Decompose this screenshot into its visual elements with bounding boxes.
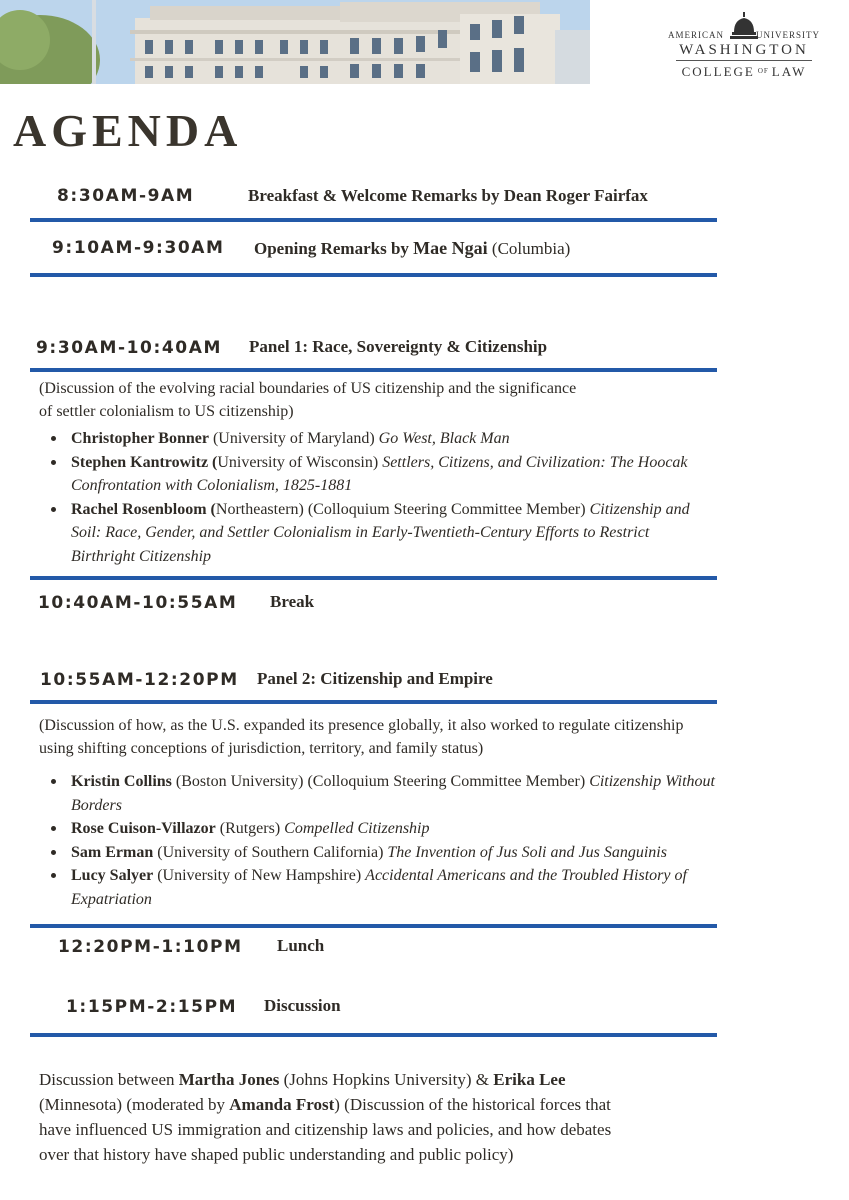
panel2-description: (Discussion of how, as the U.S. expanded its presence globally, it also worked to regulate citizenship using shifting conceptions of jurisdiction, territory, and family status)	[39, 717, 684, 757]
panel1-title: Panel 1: Race, Sovereignty & Citizenship	[249, 337, 548, 356]
speaker-name: Sam Erman	[71, 843, 154, 861]
opening-title	[254, 238, 570, 259]
header-building-photo	[0, 0, 590, 84]
talk-title: Accidental Americans and the Troubled History of Expatriation	[71, 867, 687, 908]
speaker-affiliation: (University of New Hampshire)	[153, 867, 366, 884]
speaker-name: Lucy Salyer	[71, 867, 154, 884]
moderator-name: Amanda Frost	[229, 1095, 335, 1114]
welcome-title: Breakfast & Welcome Remarks by Dean Roger Fairfax	[248, 186, 648, 205]
speaker-affiliation: (Rutgers)	[215, 820, 285, 837]
list-item	[39, 451, 699, 498]
opening-speaker: Mae Ngai	[413, 238, 488, 258]
opening-affiliation: (Columbia)	[487, 239, 571, 258]
speaker-name: Stephen Kantrowitz (	[71, 453, 218, 471]
lunch-time: 12:20PM-1:10PM	[58, 937, 243, 957]
talk-title: The Invention of Jus Soli and Jus Sanguinis	[387, 843, 667, 861]
list-item	[39, 770, 759, 817]
divider	[30, 273, 717, 277]
discussion-description	[39, 1067, 639, 1167]
text-run: (Johns Hopkins University) &	[279, 1070, 494, 1089]
page-title: AGENDA	[13, 105, 243, 156]
talk-title: Go West, Black Man	[378, 430, 510, 447]
text-run: ) (Discussion of the historical forces that have influenced US immigration and citizenship laws and policies, and how debates over that history have shaped public understanding and public policy)	[39, 1095, 612, 1164]
lunch-title: Lunch	[277, 936, 325, 955]
text-run: (Minnesota) (moderated by	[39, 1095, 230, 1114]
talk-title: Citizenship and Soil: Race, Gender, and Settler Colonialism in Early-Twentieth-Century Efforts to Restrict Birthright Citizenship	[71, 500, 690, 565]
logo-university: UNIVERSITY	[756, 30, 820, 40]
talk-title: Citizenship Without Borders	[71, 773, 715, 814]
talk-title: Settlers, Citizens, and Civilization: The Hoocak Confrontation with Colonialism, 1825-1881	[71, 453, 688, 494]
divider	[30, 700, 717, 704]
divider	[30, 218, 717, 222]
discussion-time: 1:15PM-2:15PM	[66, 997, 238, 1017]
logo-american: AMERICAN	[668, 30, 725, 40]
wcl-logo	[668, 12, 820, 78]
speaker-affiliation: (University of Maryland)	[208, 430, 379, 447]
panel1-talk-list	[39, 427, 699, 568]
opening-time: 9:10AM-9:30AM	[52, 238, 225, 258]
divider	[30, 924, 717, 928]
panel2-title: Panel 2: Citizenship and Empire	[257, 669, 493, 688]
list-item	[39, 817, 759, 841]
speaker-affiliation: (Boston University) (Colloquium Steering Committee Member)	[171, 773, 590, 790]
panelist-name: Erika Lee	[493, 1070, 566, 1089]
talk-title: Compelled Citizenship	[284, 820, 430, 837]
speaker-name: Christopher Bonner	[71, 430, 209, 447]
list-item	[39, 427, 699, 451]
logo-law: LAW	[771, 64, 807, 79]
divider	[30, 1033, 717, 1037]
list-item	[39, 841, 759, 865]
speaker-affiliation: University of Wisconsin)	[217, 453, 383, 471]
speaker-name: Rachel Rosenbloom (	[71, 500, 216, 518]
list-item	[39, 498, 699, 569]
panel2-time: 10:55AM-12:20PM	[40, 670, 239, 690]
logo-college-of-law	[668, 64, 820, 80]
panelist-name: Martha Jones	[178, 1070, 280, 1089]
logo-of: OF	[757, 67, 769, 75]
panel2-talk-list	[39, 770, 759, 911]
speaker-affiliation: Northeastern) (Colloquium Steering Committee Member)	[215, 500, 590, 518]
speaker-name: Kristin Collins	[71, 773, 172, 790]
logo-divider	[676, 60, 812, 61]
break-title: Break	[270, 592, 315, 611]
speaker-name: Rose Cuison-Villazor	[71, 820, 216, 837]
opening-prefix: Opening Remarks by	[254, 239, 414, 258]
panel1-time: 9:30AM-10:40AM	[36, 338, 222, 358]
list-item	[39, 864, 759, 911]
break-time: 10:40AM-10:55AM	[38, 593, 238, 613]
divider	[30, 576, 717, 580]
text-run: Discussion between	[39, 1070, 179, 1089]
speaker-affiliation: (University of Southern California)	[153, 843, 388, 861]
divider	[30, 368, 717, 372]
panel1-description: (Discussion of the evolving racial boundaries of US citizenship and the significance of settler colonialism to US citizenship)	[39, 380, 577, 420]
discussion-title: Discussion	[264, 996, 341, 1015]
logo-washington: WASHINGTON	[679, 42, 809, 58]
welcome-time: 8:30AM-9AM	[57, 186, 195, 206]
logo-college: COLLEGE	[681, 64, 755, 79]
